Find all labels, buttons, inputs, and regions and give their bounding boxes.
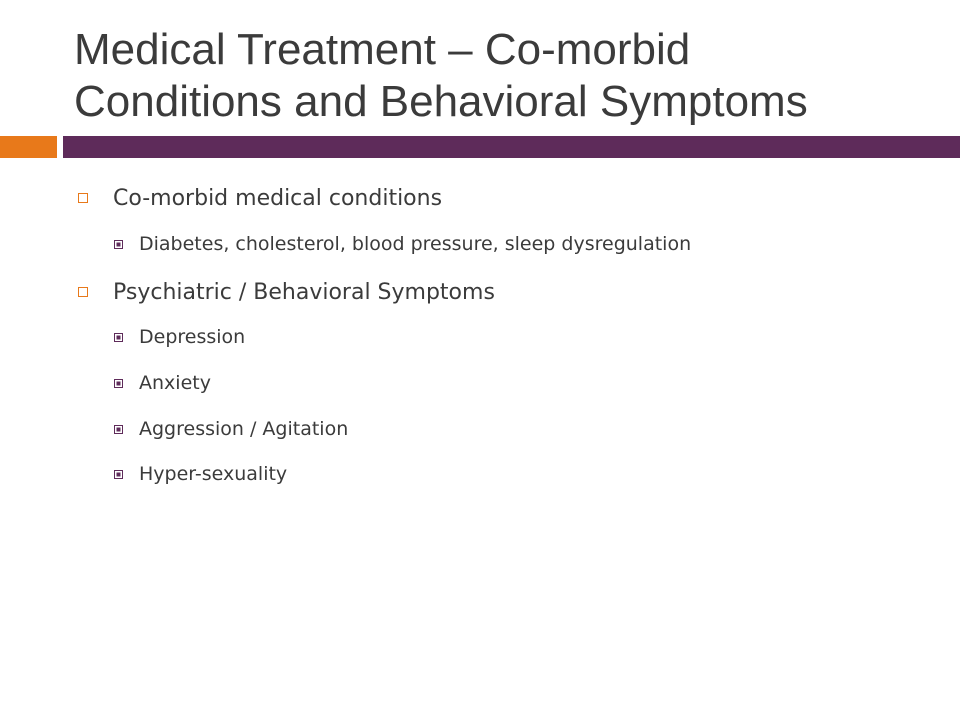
sub-bullet-item <box>114 370 211 396</box>
sub-bullet-item <box>114 324 245 350</box>
filled-square-bullet-icon <box>114 470 123 479</box>
sub-bullet-item <box>114 231 691 257</box>
slide-title-line-2: Conditions and Behavioral Symptoms <box>74 77 808 126</box>
filled-square-bullet-icon <box>114 333 123 342</box>
sub-bullet-label: Aggression / Agitation <box>139 418 349 440</box>
sub-bullet-item <box>114 416 348 442</box>
filled-square-bullet-icon <box>114 379 123 388</box>
bullet-label: Co-morbid medical conditions <box>113 185 443 211</box>
sub-bullet-label: Diabetes, cholesterol, blood pressure, sleep dysregulation <box>139 233 692 255</box>
hollow-square-bullet-icon <box>78 287 88 297</box>
filled-square-bullet-icon <box>114 425 123 434</box>
bullet-label: Psychiatric / Behavioral Symptoms <box>113 279 495 305</box>
sub-bullet-item <box>114 461 287 487</box>
hollow-square-bullet-icon <box>78 193 88 203</box>
bullet-item <box>78 183 442 213</box>
sub-bullet-label: Hyper-sexuality <box>139 463 288 485</box>
bullet-item <box>78 277 495 307</box>
filled-square-bullet-icon <box>114 240 123 249</box>
sub-bullet-label: Depression <box>139 326 246 348</box>
slide-title-line-1: Medical Treatment – Co-morbid <box>74 25 691 74</box>
sub-bullet-label: Anxiety <box>139 372 211 394</box>
